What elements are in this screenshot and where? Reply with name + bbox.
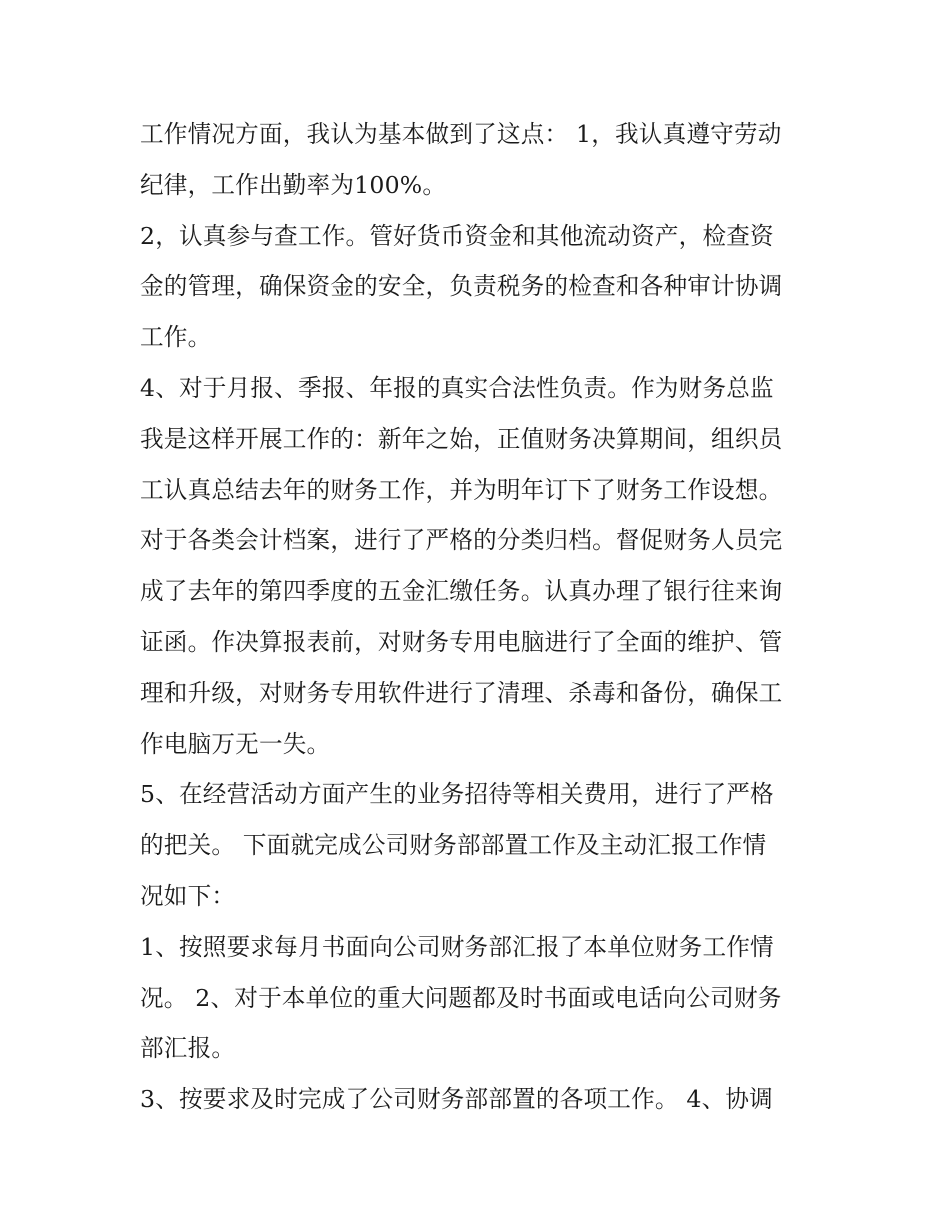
text-line: 1、按照要求每月书面向公司财务部汇报了本单位财务工作情	[140, 932, 774, 961]
text-line: 证函。作决算报表前，对财务专用电脑进行了全面的维护、管	[140, 627, 783, 656]
text-line: 2，认真参与查工作。管好货币资金和其他流动资产，检查资	[140, 221, 774, 250]
document-page	[140, 109, 820, 1125]
text-line: 金的管理，确保资金的安全，负责税务的检查和各种审计协调	[140, 272, 783, 301]
text-line: 的把关。 下面就完成公司财务部部置工作及主动汇报工作情	[140, 831, 767, 860]
text-line: 工作。	[140, 323, 212, 352]
text-line: 部汇报。	[140, 1034, 236, 1063]
text-line: 纪律，工作出勤率为100%。	[140, 170, 447, 199]
text-line: 4、对于月报、季报、年报的真实合法性负责。作为财务总监	[140, 373, 774, 402]
text-line: 工作情况方面，我认为基本做到了这点： 1，我认真遵守劳动	[140, 120, 782, 148]
text-line: 我是这样开展工作的：新年之始，正值财务决算期间，组织员	[140, 424, 783, 453]
text-line: 5、在经营活动方面产生的业务招待等相关费用，进行了严格	[140, 780, 774, 809]
text-line: 理和升级，对财务专用软件进行了清理、杀毒和备份，确保工	[140, 678, 783, 707]
text-line: 况。 2、对于本单位的重大问题都及时书面或电话向公司财务	[140, 983, 782, 1012]
text-line: 作电脑万无一失。	[140, 729, 331, 758]
text-line: 对于各类会计档案，进行了严格的分类归档。督促财务人员完	[140, 526, 783, 555]
text-line: 工认真总结去年的财务工作，并为明年订下了财务工作设想。	[140, 475, 783, 504]
text-line: 成了去年的第四季度的五金汇缴任务。认真办理了银行往来询	[140, 577, 783, 606]
text-line: 况如下：	[140, 881, 236, 910]
text-line: 3、按要求及时完成了公司财务部部置的各项工作。 4、协调	[140, 1085, 773, 1114]
